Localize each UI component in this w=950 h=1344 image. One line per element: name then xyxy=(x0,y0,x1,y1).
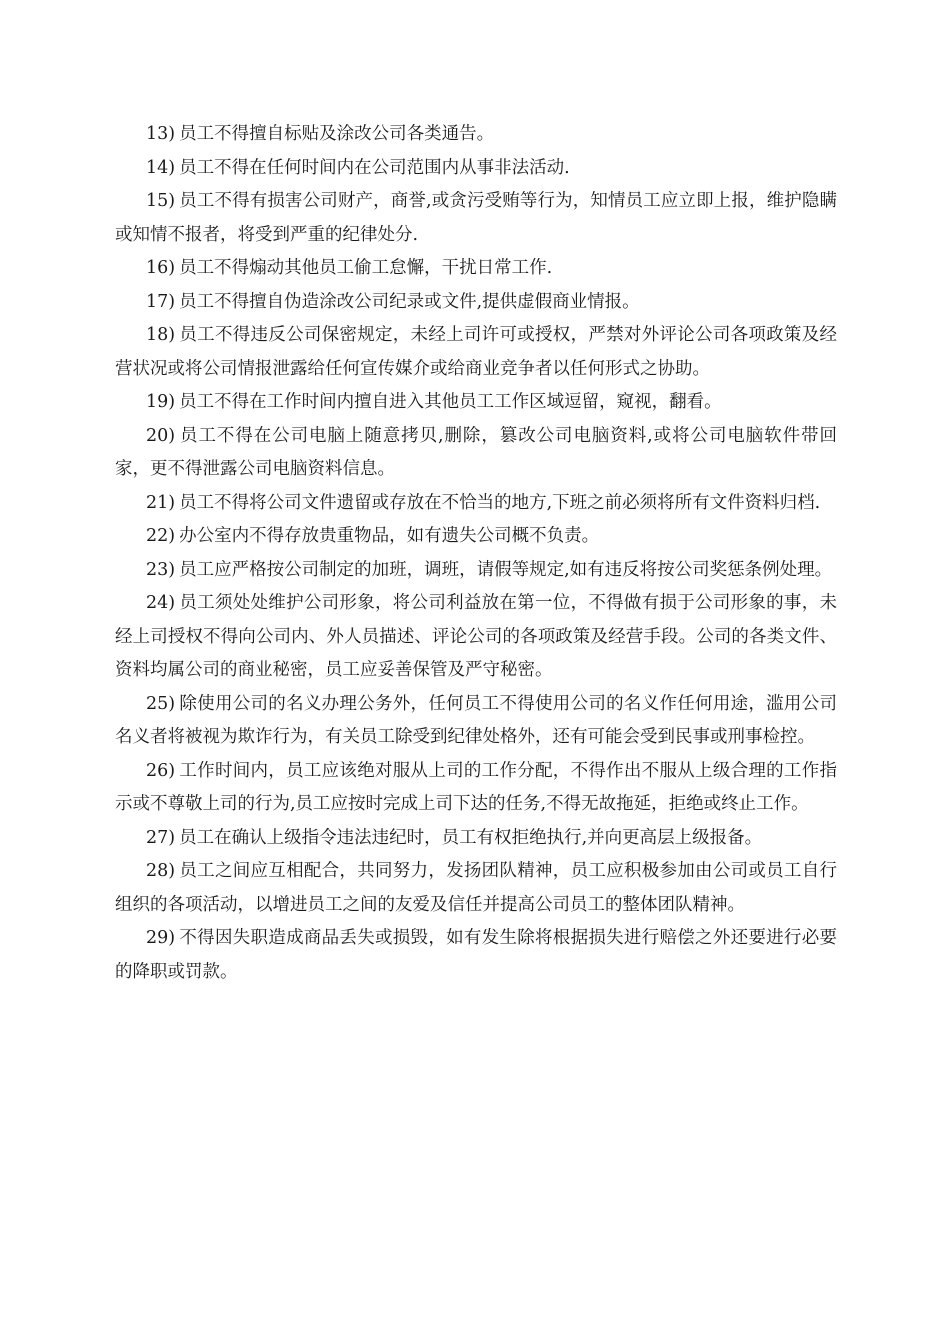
rule-paragraph xyxy=(115,520,837,554)
rule-paragraph xyxy=(115,487,837,521)
rule-text: 员工之间应互相配合，共同努力，发扬团队精神，员工应积极参加由公司或员工自行组织的各项活动，以增进员工之间的友爱及信任并提高公司员工的整体团队精神。 xyxy=(115,861,837,915)
rule-number: 21) xyxy=(146,492,176,513)
rule-paragraph xyxy=(115,252,837,286)
rule-text: 员工须处处维护公司形象，将公司利益放在第一位，不得做有损于公司形象的事，未经上司授权不得向公司内、外人员描述、评论公司的各项政策及经营手段。公司的各类文件、资料均属公司的商业秘密，员工应妥善保管及严守秘密。 xyxy=(115,593,837,680)
rule-text: 工作时间内，员工应该绝对服从上司的工作分配，不得作出不服从上级合理的工作指示或不尊敬上司的行为,员工应按时完成上司下达的任务,不得无故拖延，拒绝或终止工作。 xyxy=(115,760,837,814)
rule-text: 员工不得擅自标贴及涂改公司各类通告。 xyxy=(179,124,495,144)
rule-text: 不得因失职造成商品丢失或损毁，如有发生除将根据损失进行赔偿之外还要进行必要的降职或罚款。 xyxy=(115,928,837,982)
rule-paragraph xyxy=(115,118,837,152)
rule-number: 22) xyxy=(146,526,176,546)
rule-paragraph xyxy=(115,554,837,588)
rule-number: 27) xyxy=(146,827,176,848)
rule-paragraph xyxy=(115,822,837,856)
rule-text: 员工不得在工作时间内擅自进入其他员工工作区域逗留，窥视，翻看。 xyxy=(179,392,722,412)
rule-number: 23) xyxy=(146,559,176,580)
rule-paragraph xyxy=(115,688,837,755)
rule-number: 15) xyxy=(146,191,176,211)
rule-text: 员工不得将公司文件遗留或存放在不恰当的地方,下班之前必须将所有文件资料归档. xyxy=(179,492,821,513)
rule-number: 20) xyxy=(146,425,176,446)
rule-number: 17) xyxy=(146,291,176,312)
rule-text: 员工不得在任何时间内在公司范围内从事非法活动. xyxy=(179,157,570,178)
rule-number: 29) xyxy=(146,928,176,948)
rule-paragraph xyxy=(115,922,837,989)
rule-number: 13) xyxy=(146,124,176,144)
rule-text: 员工在确认上级指令违法违纪时，员工有权拒绝执行,并向更高层上级报备。 xyxy=(179,827,763,848)
rule-paragraph xyxy=(115,855,837,922)
rule-text: 员工不得有损害公司财产，商誉,或贪污受贿等行为，知情员工应立即上报，维护隐瞒或知情不报者，将受到严重的纪律处分. xyxy=(115,191,837,245)
rule-number: 18) xyxy=(146,325,176,345)
rule-paragraph xyxy=(115,152,837,186)
rule-paragraph xyxy=(115,587,837,688)
rule-number: 26) xyxy=(146,760,176,781)
rule-number: 28) xyxy=(146,861,176,881)
rule-number: 24) xyxy=(146,593,176,613)
rule-number: 25) xyxy=(146,693,176,714)
document-page xyxy=(115,118,837,989)
rule-paragraph xyxy=(115,755,837,822)
rule-text: 员工不得煽动其他员工偷工怠懈，干扰日常工作. xyxy=(179,258,553,278)
rule-number: 19) xyxy=(146,392,176,412)
rule-paragraph xyxy=(115,185,837,252)
rule-text: 员工不得在公司电脑上随意拷贝,删除，篡改公司电脑资料,或将公司电脑软件带回家，更不得泄露公司电脑资料信息。 xyxy=(115,425,837,479)
rule-text: 办公室内不得存放贵重物品，如有遗失公司概不负责。 xyxy=(179,526,600,546)
rule-paragraph xyxy=(115,386,837,420)
rule-paragraph xyxy=(115,319,837,386)
rule-text: 员工不得违反公司保密规定，未经上司许可或授权，严禁对外评论公司各项政策及经营状况或将公司情报泄露给任何宣传媒介或给商业竞争者以任何形式之协助。 xyxy=(115,325,837,379)
rule-text: 员工应严格按公司制定的加班，调班，请假等规定,如有违反将按公司奖惩条例处理。 xyxy=(179,559,833,580)
rule-paragraph xyxy=(115,420,837,487)
rule-text: 除使用公司的名义办理公务外，任何员工不得使用公司的名义作任何用途，滥用公司名义者将被视为欺诈行为，有关员工除受到纪律处格外，还有可能会受到民事或刑事检控。 xyxy=(115,693,837,747)
rule-number: 16) xyxy=(146,258,176,278)
rule-paragraph xyxy=(115,286,837,320)
rule-text: 员工不得擅自伪造涂改公司纪录或文件,提供虚假商业情报。 xyxy=(179,291,640,312)
rule-number: 14) xyxy=(146,157,176,178)
